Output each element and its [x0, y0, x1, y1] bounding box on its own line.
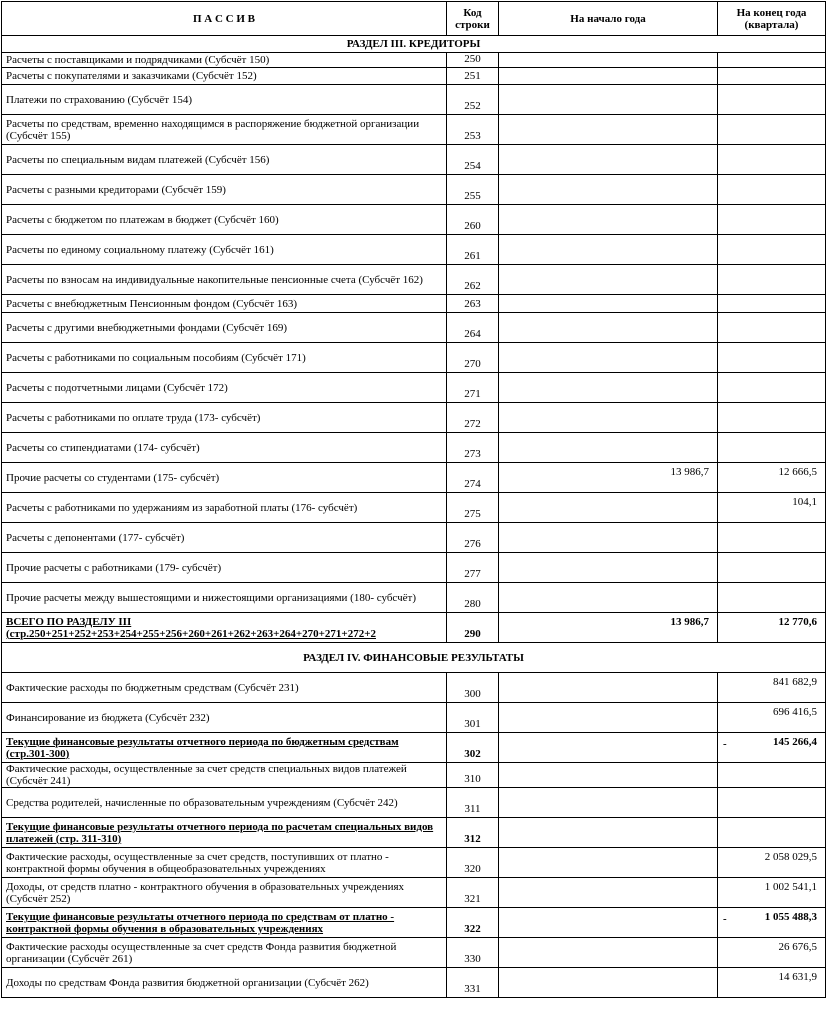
row-name: Прочие расчеты с работниками (179- субсчёт) [2, 553, 447, 583]
row-name: Расчеты с разными кредиторами (Субсчёт 159) [2, 175, 447, 205]
table-row [2, 403, 826, 433]
section-4-title: РАЗДЕЛ IV. ФИНАНСОВЫЕ РЕЗУЛЬТАТЫ [2, 643, 826, 673]
row-end-amount: 1 055 488,3 [764, 911, 817, 923]
row-end-value [718, 878, 826, 908]
row-end-value [718, 145, 826, 175]
table-row [2, 938, 826, 968]
row-end-value [718, 343, 826, 373]
row-end-value [718, 968, 826, 998]
row-name: Финансирование из бюджета (Субсчёт 232) [2, 703, 447, 733]
row-end-value [718, 908, 826, 938]
row-end-value [718, 613, 826, 643]
row-start-value [499, 85, 718, 115]
row-code: 251 [447, 68, 499, 85]
table-body [2, 36, 826, 998]
row-code: 275 [447, 493, 499, 523]
row-end-value [718, 763, 826, 788]
row-name: Расчеты с работниками по оплате труда (173- субсчёт) [2, 403, 447, 433]
row-start-value [499, 53, 718, 68]
section-3-title: РАЗДЕЛ III. КРЕДИТОРЫ [2, 36, 826, 53]
row-code: 322 [447, 908, 499, 938]
row-code: 280 [447, 583, 499, 613]
table-row [2, 373, 826, 403]
row-end-value [718, 703, 826, 733]
row-end-value [718, 938, 826, 968]
row-end-value [718, 673, 826, 703]
table-row [2, 733, 826, 763]
table-row [2, 523, 826, 553]
row-code: 260 [447, 205, 499, 235]
row-end-value [718, 848, 826, 878]
table-row [2, 68, 826, 85]
row-end-value [718, 523, 826, 553]
row-end-value [718, 175, 826, 205]
row-code: 310 [447, 763, 499, 788]
table-row [2, 235, 826, 265]
row-code: 330 [447, 938, 499, 968]
row-start-value [499, 733, 718, 763]
row-start-value [499, 523, 718, 553]
row-start-value [499, 265, 718, 295]
row-name: Расчеты по взносам на индивидуальные накопительные пенсионные счета (Субсчёт 162) [2, 265, 447, 295]
row-end-amount: 12 666,5 [778, 466, 817, 478]
header-code: Код строки [447, 2, 499, 36]
row-code: 261 [447, 235, 499, 265]
row-end-value [718, 265, 826, 295]
row-end-value [718, 463, 826, 493]
row-end-value [718, 295, 826, 313]
row-end-value [718, 235, 826, 265]
table-row [2, 613, 826, 643]
table-row [2, 313, 826, 343]
row-code: 270 [447, 343, 499, 373]
table-row [2, 583, 826, 613]
row-code: 254 [447, 145, 499, 175]
row-end-amount: 104,1 [792, 496, 817, 508]
table-row [2, 908, 826, 938]
row-code: 312 [447, 818, 499, 848]
row-name: Расчеты с работниками по удержаниям из заработной платы (176- субсчёт) [2, 493, 447, 523]
row-name: Расчеты по специальным видам платежей (Субсчёт 156) [2, 145, 447, 175]
row-name: Фактические расходы, осуществленные за счет средств специальных видов платежей (Субсчёт 241) [2, 763, 447, 788]
row-code: 331 [447, 968, 499, 998]
row-start-value [499, 583, 718, 613]
row-name: Прочие расчеты со студентами (175- субсчёт) [2, 463, 447, 493]
row-name: Платежи по страхованию (Субсчёт 154) [2, 85, 447, 115]
row-start-value [499, 908, 718, 938]
row-end-value [718, 313, 826, 343]
row-start-value [499, 373, 718, 403]
balance-liabilities-table [1, 1, 826, 998]
row-code: 273 [447, 433, 499, 463]
row-code: 253 [447, 115, 499, 145]
row-start-value [499, 703, 718, 733]
row-code: 274 [447, 463, 499, 493]
table-row [2, 703, 826, 733]
row-name: Фактические расходы по бюджетным средствам (Субсчёт 231) [2, 673, 447, 703]
table-row [2, 343, 826, 373]
row-end-amount: 14 631,9 [778, 971, 817, 983]
table-row [2, 848, 826, 878]
row-start-value [499, 295, 718, 313]
table-row [2, 175, 826, 205]
row-start-value: 13 986,7 [499, 613, 718, 643]
row-code: 311 [447, 788, 499, 818]
row-start-value [499, 763, 718, 788]
row-code: 276 [447, 523, 499, 553]
minus-sign: - [723, 738, 727, 750]
row-start-value [499, 343, 718, 373]
row-start-value [499, 403, 718, 433]
row-name: Расчеты с поставщиками и подрядчиками (Субсчёт 150) [2, 53, 447, 68]
row-start-value [499, 818, 718, 848]
row-name: Расчеты с работниками по социальным пособиям (Субсчёт 171) [2, 343, 447, 373]
row-end-value [718, 373, 826, 403]
row-name: Расчеты по единому социальному платежу (Субсчёт 161) [2, 235, 447, 265]
row-name: Расчеты с другими внебюджетными фондами (Субсчёт 169) [2, 313, 447, 343]
row-name: Фактические расходы осуществленные за счет средств Фонда развития бюджетной организации (Субсчёт 261) [2, 938, 447, 968]
table-row [2, 463, 826, 493]
row-code: 300 [447, 673, 499, 703]
row-end-amount: 12 770,6 [778, 616, 817, 628]
header-end: На конец года (квартала) [718, 2, 826, 36]
row-start-value [499, 115, 718, 145]
row-end-value [718, 53, 826, 68]
row-start-value [499, 205, 718, 235]
row-code: 272 [447, 403, 499, 433]
row-start-value [499, 175, 718, 205]
table-row [2, 788, 826, 818]
row-start-value [499, 313, 718, 343]
row-code: 321 [447, 878, 499, 908]
row-end-value [718, 433, 826, 463]
row-name: Фактические расходы, осуществленные за счет средств, поступивших от платно - контрактной формы обучения в общеобразовательных учреждениях [2, 848, 447, 878]
row-end-amount: 696 416,5 [773, 706, 817, 718]
row-start-value [499, 968, 718, 998]
row-start-value [499, 788, 718, 818]
row-name: Доходы по средствам Фонда развития бюджетной организации (Субсчёт 262) [2, 968, 447, 998]
row-end-amount: 841 682,9 [773, 676, 817, 688]
row-start-value [499, 145, 718, 175]
row-code: 290 [447, 613, 499, 643]
row-start-value [499, 433, 718, 463]
row-start-value [499, 878, 718, 908]
row-name: Средства родителей, начисленные по образовательным учреждениям (Субсчёт 242) [2, 788, 447, 818]
row-name: Расчеты с внебюджетным Пенсионным фондом (Субсчёт 163) [2, 295, 447, 313]
table-row [2, 265, 826, 295]
row-start-value [499, 673, 718, 703]
row-code: 250 [447, 53, 499, 68]
row-end-value [718, 493, 826, 523]
row-end-value [718, 733, 826, 763]
table-row [2, 145, 826, 175]
row-name: Расчеты с подотчетными лицами (Субсчёт 172) [2, 373, 447, 403]
row-name: Расчеты со стипендиатами (174- субсчёт) [2, 433, 447, 463]
row-code: 252 [447, 85, 499, 115]
table-row [2, 968, 826, 998]
table-row [2, 553, 826, 583]
row-end-value [718, 403, 826, 433]
header-name: П А С С И В [2, 2, 447, 36]
row-end-value [718, 553, 826, 583]
row-end-value [718, 583, 826, 613]
row-start-value [499, 68, 718, 85]
row-name: Текущие финансовые результаты отчетного периода по бюджетным средствам (стр.301-300) [2, 733, 447, 763]
table-row [2, 433, 826, 463]
table-row [2, 673, 826, 703]
minus-sign: - [723, 913, 727, 925]
row-start-value [499, 553, 718, 583]
row-name: Расчеты с бюджетом по платежам в бюджет (Субсчёт 160) [2, 205, 447, 235]
table-row [2, 818, 826, 848]
table-row [2, 493, 826, 523]
row-end-value [718, 818, 826, 848]
row-name: Текущие финансовые результаты отчетного периода по расчетам специальных видов платежей (стр. 311-310) [2, 818, 447, 848]
row-start-value [499, 235, 718, 265]
table-row [2, 763, 826, 788]
table-row [2, 85, 826, 115]
row-name: Расчеты по средствам, временно находящимся в распоряжение бюджетной организации (Субсчёт 155) [2, 115, 447, 145]
row-code: 263 [447, 295, 499, 313]
row-end-amount: 26 676,5 [778, 941, 817, 953]
table-row [2, 643, 826, 673]
row-end-value [718, 85, 826, 115]
row-code: 302 [447, 733, 499, 763]
row-code: 262 [447, 265, 499, 295]
row-end-value [718, 68, 826, 85]
row-name: Расчеты с депонентами (177- субсчёт) [2, 523, 447, 553]
row-name: Расчеты с покупателями и заказчиками (Субсчёт 152) [2, 68, 447, 85]
row-start-value [499, 493, 718, 523]
row-start-value [499, 938, 718, 968]
header-start: На начало года [499, 2, 718, 36]
row-name: Доходы, от средств платно - контрактного обучения в образовательных учреждениях (Субсчёт 252) [2, 878, 447, 908]
row-code: 255 [447, 175, 499, 205]
row-end-value [718, 205, 826, 235]
row-start-value: 13 986,7 [499, 463, 718, 493]
row-end-amount: 1 002 541,1 [764, 881, 817, 893]
row-name: Прочие расчеты между вышестоящими и нижестоящими организациями (180- субсчёт) [2, 583, 447, 613]
table-row [2, 115, 826, 145]
row-end-value [718, 788, 826, 818]
row-code: 264 [447, 313, 499, 343]
row-code: 271 [447, 373, 499, 403]
row-code: 301 [447, 703, 499, 733]
row-end-amount: 2 058 029,5 [764, 851, 817, 863]
row-end-amount: 145 266,4 [773, 736, 817, 748]
table-row [2, 295, 826, 313]
table-row [2, 53, 826, 68]
row-end-value [718, 115, 826, 145]
row-code: 277 [447, 553, 499, 583]
row-name: ВСЕГО ПО РАЗДЕЛУ III (стр.250+251+252+253+254+255+256+260+261+262+263+264+270+271+272+2 [2, 613, 447, 643]
row-start-value [499, 848, 718, 878]
table-row [2, 878, 826, 908]
table-row [2, 205, 826, 235]
row-code: 320 [447, 848, 499, 878]
row-name: Текущие финансовые результаты отчетного периода по средствам от платно - контрактной формы обучения в образовательных учреждениях [2, 908, 447, 938]
